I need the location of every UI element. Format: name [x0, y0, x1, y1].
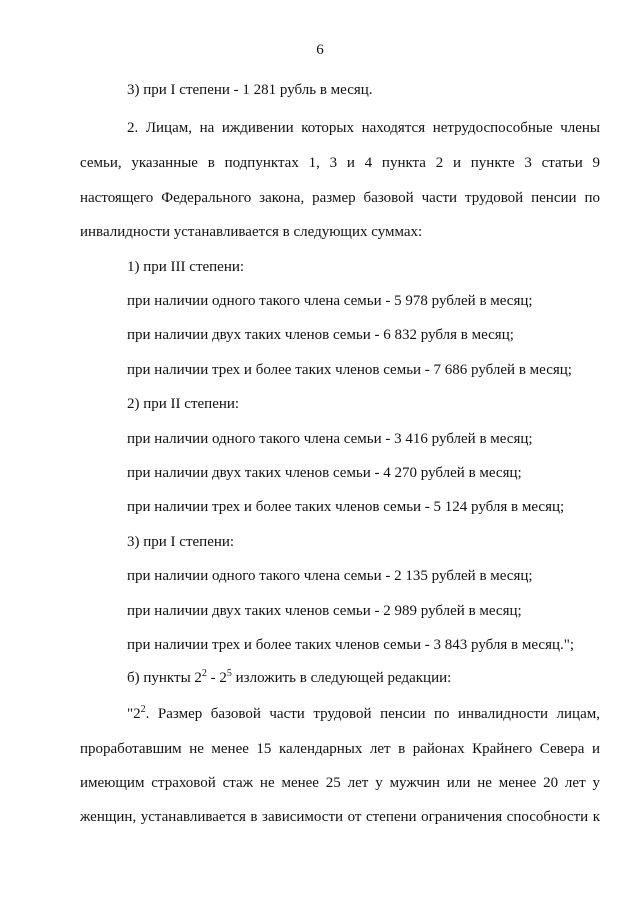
paragraph-line — [127, 704, 600, 724]
paragraph-text: . Размер базовой части трудовой пенсии по инвалидности лицам, — [145, 706, 600, 722]
list-heading: 1) при III степени: — [127, 259, 245, 275]
amendment-text: изложить в следующей редакции: — [231, 670, 452, 686]
list-heading: 2) при II степени: — [127, 396, 240, 412]
page-number: 6 — [316, 42, 324, 58]
superscript: 2 — [140, 704, 146, 715]
paragraph-line: 2. Лицам, на иждивении которых находятся нетрудоспособные члены — [127, 120, 600, 136]
paragraph-text: "2 — [127, 706, 141, 722]
superscript: 5 — [226, 668, 232, 679]
list-item: при наличии одного такого члена семьи - 2 135 рублей в месяц; — [127, 568, 533, 584]
paragraph-line: инвалидности устанавливается в следующих суммах: — [80, 224, 423, 240]
paragraph-line: проработавшим не менее 15 календарных лет в районах Крайнего Севера и — [80, 741, 600, 757]
list-item: при наличии трех и более таких членов семьи - 3 843 рубля в месяц."; — [127, 637, 575, 653]
superscript: 2 — [201, 668, 207, 679]
list-item: при наличии трех и более таких членов семьи - 7 686 рублей в месяц; — [127, 362, 572, 378]
list-heading: 3) при I степени: — [127, 534, 235, 550]
list-item: при наличии трех и более таких членов семьи - 5 124 рубля в месяц; — [127, 499, 565, 515]
list-item: при наличии одного такого члена семьи - 5 978 рублей в месяц; — [127, 293, 533, 309]
list-item: при наличии двух таких членов семьи - 4 270 рублей в месяц; — [127, 465, 522, 481]
amendment-text: б) пункты 2 — [127, 670, 202, 686]
paragraph-line: настоящего Федерального закона, размер базовой части трудовой пенсии по — [80, 190, 600, 206]
paragraph-line: семьи, указанные в подпунктах 1, 3 и 4 пункта 2 и пункте 3 статьи 9 — [80, 155, 600, 171]
paragraph-line: женщин, устанавливается в зависимости от степени ограничения способности к — [80, 809, 600, 825]
amendment-text: - 2 — [206, 670, 227, 686]
amendment-line — [127, 668, 600, 688]
list-item: при наличии двух таких членов семьи - 2 989 рублей в месяц; — [127, 603, 522, 619]
list-item: при наличии двух таких членов семьи - 6 832 рубля в месяц; — [127, 327, 514, 343]
list-item: при наличии одного такого члена семьи - 3 416 рублей в месяц; — [127, 431, 533, 447]
paragraph-line: имеющим страховой стаж не менее 25 лет у мужчин или не менее 20 лет у — [80, 775, 600, 791]
text-line: 3) при I степени - 1 281 рубль в месяц. — [127, 82, 373, 98]
